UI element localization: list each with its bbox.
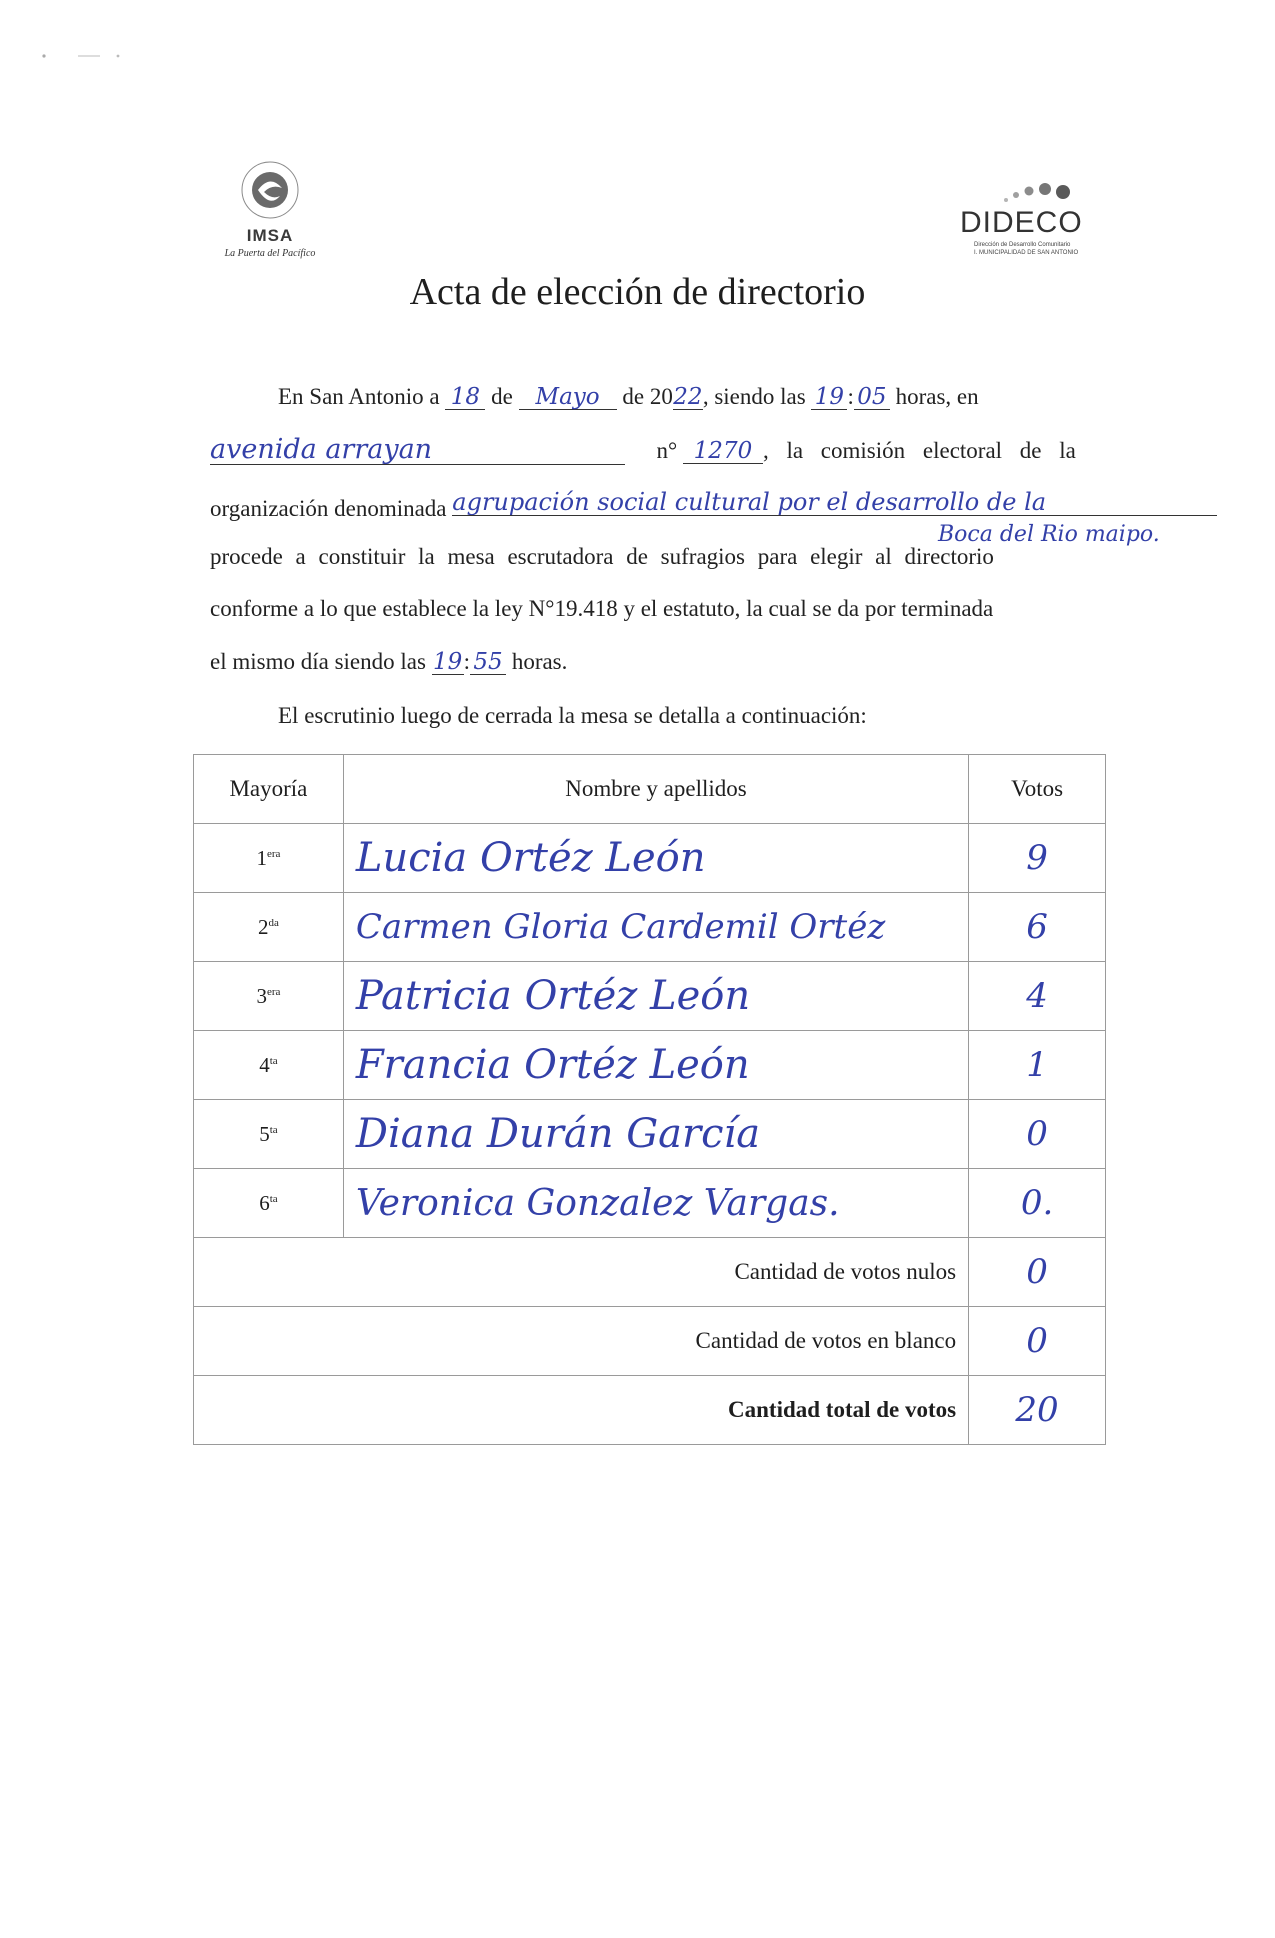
- table-row: [194, 1169, 1106, 1238]
- address-field: avenida arrayan: [210, 436, 625, 465]
- votes-cell: 9: [969, 824, 1106, 893]
- static-text: horas.: [511, 649, 568, 674]
- blank-votes-row: [194, 1307, 1106, 1376]
- scan-speck: [38, 52, 128, 60]
- candidate-name-cell: Carmen Gloria Cardemil Ortéz: [343, 893, 968, 962]
- static-text: horas, en: [895, 384, 979, 409]
- table-row: [194, 962, 1106, 1031]
- imsa-name: IMSA: [246, 226, 294, 245]
- votes-cell: 6: [969, 893, 1106, 962]
- static-text: , la comisión electoral de la: [762, 438, 1076, 463]
- rank-cell: $5^{ta}$: [194, 1100, 344, 1169]
- table-header-row: [194, 755, 1106, 824]
- start-minute-field: 05: [854, 385, 890, 410]
- end-hour-field: 19: [433, 649, 463, 675]
- total-votes-value: 20: [969, 1376, 1106, 1445]
- null-votes-row: [194, 1238, 1106, 1307]
- blank-votes-label: Cantidad de votos en blanco: [194, 1307, 969, 1376]
- address-number-field: 1270: [683, 439, 763, 464]
- static-text: organización denominada: [210, 496, 447, 522]
- static-text: n°: [656, 438, 678, 463]
- start-hour-field: 19: [811, 385, 847, 410]
- total-votes-label: Cantidad total de votos: [194, 1376, 969, 1445]
- month-field: Mayo: [519, 385, 617, 410]
- candidate-name-cell: Diana Durán García: [343, 1100, 968, 1169]
- column-header-majority: Mayoría: [194, 755, 344, 824]
- text-line-3: [210, 490, 1217, 522]
- table-row: [194, 824, 1106, 893]
- text-line-5: conforme a lo que establece la ley N°19.418 y el estatuto, la cual se da por terminada: [210, 596, 994, 621]
- candidate-name-cell: Patricia Ortéz León: [343, 962, 968, 1031]
- votes-table: [193, 754, 1106, 1445]
- votes-cell: 0: [969, 1100, 1106, 1169]
- organization-name-continued: Boca del Rio maipo.: [938, 522, 1160, 547]
- votes-cell: 1: [969, 1031, 1106, 1100]
- text-line-1: En San Antonio a 18 de Mayo de 2022, siendo las 19 : 05 horas, en: [278, 384, 979, 410]
- text-line-7: El escrutinio luego de cerrada la mesa se detalla a continuación:: [278, 703, 867, 728]
- column-header-votes: Votos: [969, 755, 1106, 824]
- text-line-4: procede a constituir la mesa escrutadora de sufragios para elegir al directorio: [210, 544, 994, 569]
- rank-cell: $2^{da}$: [194, 893, 344, 962]
- total-votes-row: [194, 1376, 1106, 1445]
- organization-name-field: agrupación social cultural por el desarrollo de la: [452, 490, 1217, 516]
- votes-cell: 4: [969, 962, 1106, 1031]
- candidate-name-cell: Francia Ortéz León: [343, 1031, 968, 1100]
- document-title: Acta de elección de directorio: [409, 271, 866, 313]
- text-line-6: el mismo día siendo las 19: 55 horas.: [210, 649, 568, 675]
- year-field: 22: [673, 384, 703, 410]
- table-row: [194, 1100, 1106, 1169]
- static-text: el mismo día siendo las: [210, 649, 426, 674]
- dideco-name: DIDECO: [960, 206, 1083, 239]
- imsa-seal-icon: [240, 160, 300, 220]
- table-row: [194, 1031, 1106, 1100]
- candidate-name-cell: Lucia Ortéz León: [343, 824, 968, 893]
- rank-cell: $6^{ta}$: [194, 1169, 344, 1238]
- rank-cell: $1^{era}$: [194, 824, 344, 893]
- dideco-subtitle: Dirección de Desarrollo Comunitario: [974, 242, 1071, 248]
- dideco-dots-icon: [1000, 178, 1080, 208]
- imsa-logo: [205, 160, 335, 270]
- dideco-logo: [960, 178, 1125, 278]
- votes-cell: 0.: [969, 1169, 1106, 1238]
- null-votes-label: Cantidad de votos nulos: [194, 1238, 969, 1307]
- rank-cell: $3^{era}$: [194, 962, 344, 1031]
- candidate-name-cell: Veronica Gonzalez Vargas.: [343, 1169, 968, 1238]
- end-minute-field: 55: [470, 650, 506, 675]
- null-votes-value: 0: [969, 1238, 1106, 1307]
- dideco-municipality: I. MUNICIPALIDAD DE SAN ANTONIO: [974, 250, 1079, 256]
- day-field: 18: [445, 385, 485, 410]
- static-text: de: [491, 384, 513, 409]
- static-text: En San Antonio a: [278, 384, 440, 409]
- blank-votes-value: 0: [969, 1307, 1106, 1376]
- static-text: de 20: [622, 384, 673, 409]
- table-row: [194, 893, 1106, 962]
- imsa-tagline: La Puerta del Pacífico: [224, 248, 316, 259]
- rank-cell: $4^{ta}$: [194, 1031, 344, 1100]
- column-header-name: Nombre y apellidos: [343, 755, 968, 824]
- static-text: , siendo las: [702, 384, 806, 409]
- text-line-2: [210, 436, 1076, 465]
